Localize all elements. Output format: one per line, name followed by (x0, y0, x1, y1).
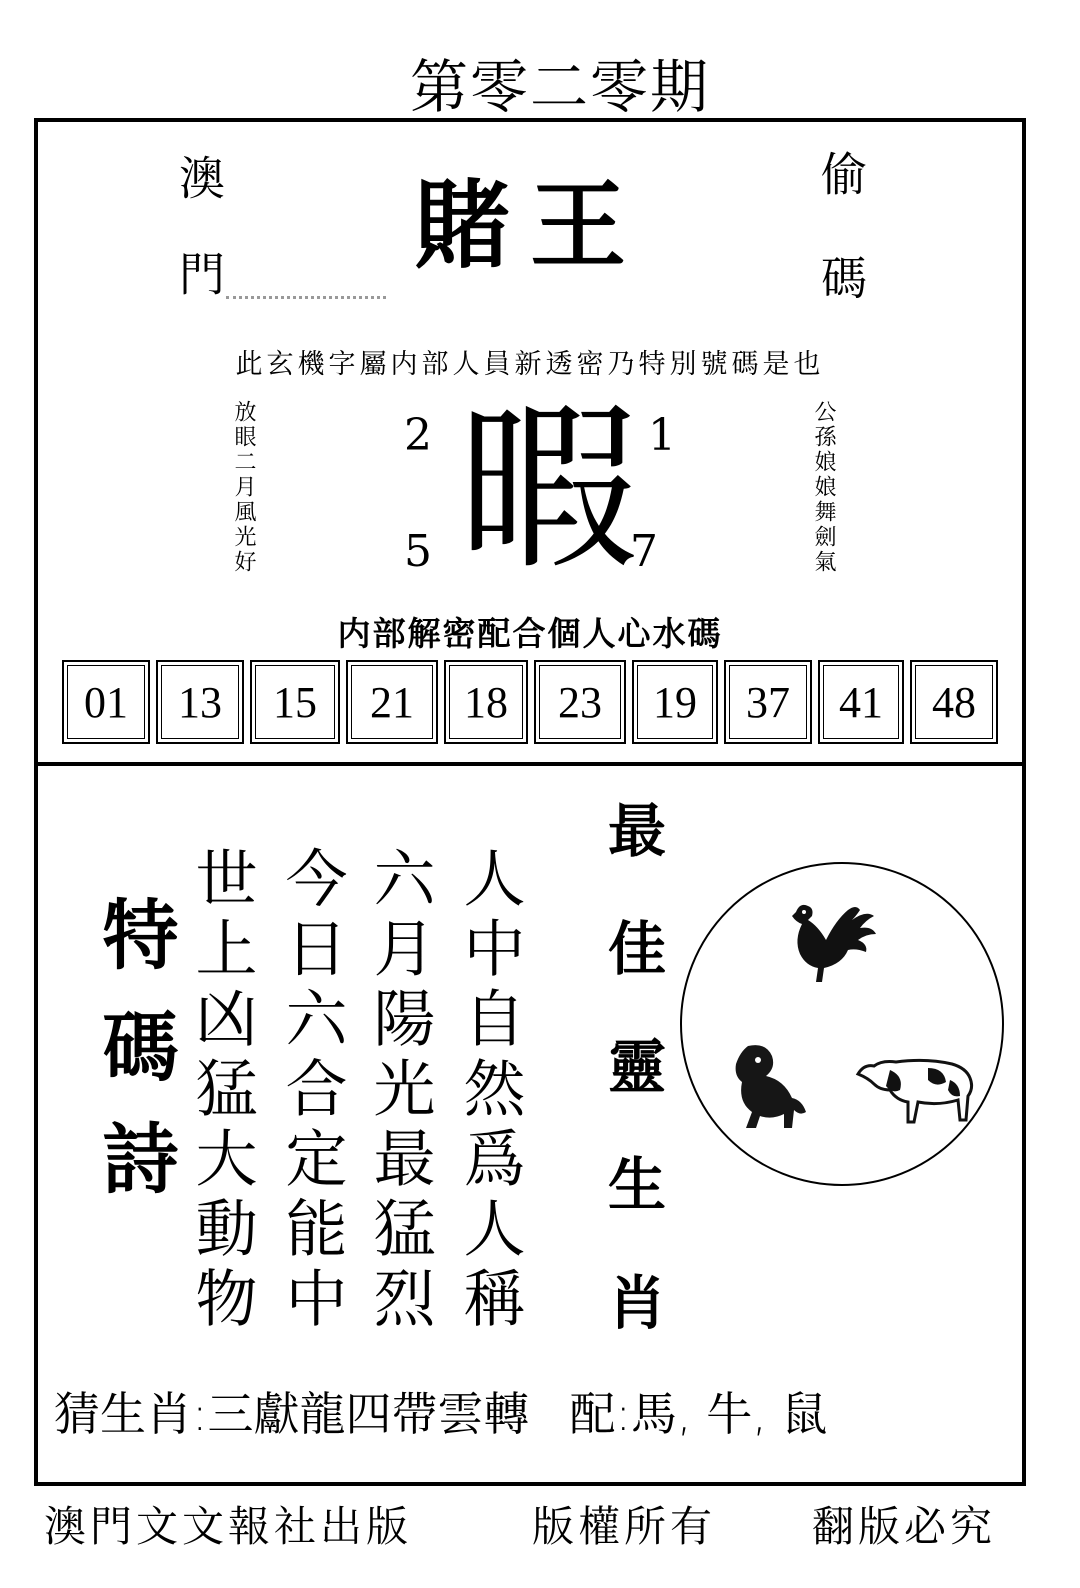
banner-left-vertical: 澳門 (172, 154, 226, 346)
section-divider (34, 762, 1026, 766)
poem-line-4: 世上凶猛大動物 (185, 846, 258, 1336)
number-box: 41 (818, 660, 904, 744)
number-box: 48 (910, 660, 998, 744)
number-box: 19 (632, 660, 718, 744)
number-box: 01 (62, 660, 150, 744)
numbers-label: 内部解密配合個人心水碼 (337, 614, 723, 653)
number-box: 21 (346, 660, 438, 744)
guess-text: 猜生肖:三獻龍四帶雲轉 (54, 1387, 530, 1441)
banner-right-vertical: 偷碼 (814, 150, 868, 358)
number-box: 18 (444, 660, 528, 744)
corner-number-bottom-right: 7 (630, 526, 658, 577)
poem-line-3: 今日六合定能中 (275, 846, 348, 1336)
number-box: 23 (534, 660, 626, 744)
poem-title: 特碼詩 (90, 895, 179, 1231)
zodiac-label: 最佳靈生肖 (598, 800, 666, 1390)
number-box: 15 (250, 660, 340, 744)
corner-number-top-right: 1 (648, 410, 676, 461)
poem-line-2: 六月陽光最猛烈 (363, 846, 436, 1336)
zodiac-circle (680, 862, 1004, 1186)
cow-icon (850, 1050, 980, 1130)
dotted-line (226, 296, 386, 299)
riddle-left-vertical: 放眼二月風光好 (231, 400, 256, 575)
corner-number-bottom-left: 5 (404, 526, 432, 577)
rooster-icon (778, 890, 888, 990)
number-box: 37 (724, 660, 812, 744)
poem-line-1: 人中自然爲人稱 (453, 846, 526, 1336)
banner-title: 賭王 (414, 170, 646, 282)
footer-rights: 版權所有 (532, 1502, 717, 1551)
issue-title: 第零二零期 (409, 53, 710, 121)
riddle-right-vertical: 公孫娘娘舞劍氣 (811, 400, 836, 575)
guess-line (54, 1378, 828, 1444)
riddle-character: 暇 (458, 385, 639, 594)
banner-subtitle: 此玄機字屬内部人員新透密乃特別號碼是也 (235, 349, 825, 380)
guess-match: 配:馬, 牛, 鼠 (569, 1387, 828, 1441)
monkey-icon (718, 1040, 828, 1140)
number-box: 13 (156, 660, 244, 744)
footer-publisher: 澳門文文報社出版 (44, 1502, 413, 1551)
corner-number-top-left: 2 (404, 410, 432, 461)
footer-warning: 翻版必究 (812, 1502, 997, 1551)
